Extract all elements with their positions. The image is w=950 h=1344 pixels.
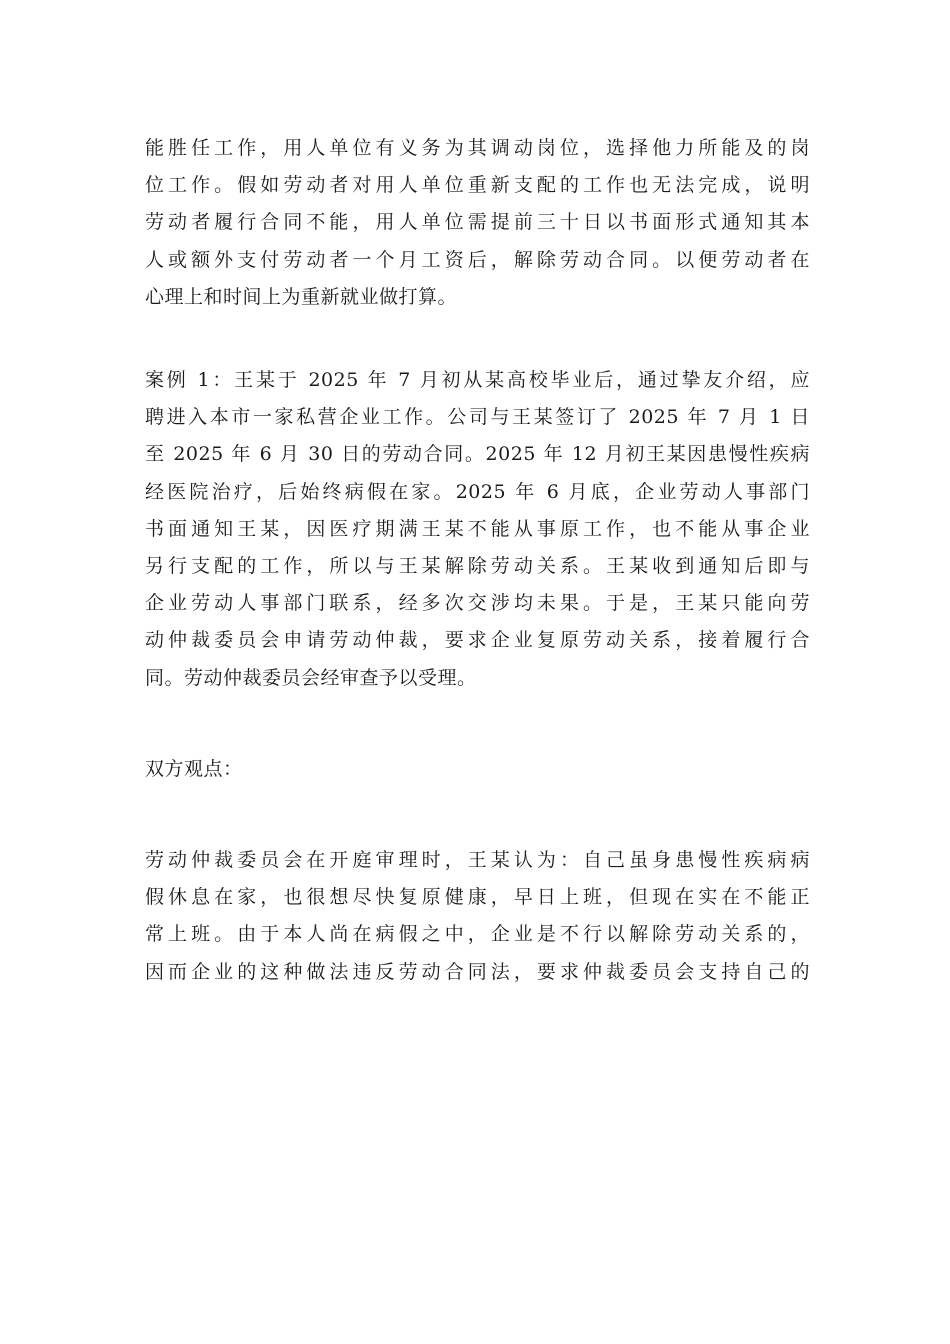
text-line: 同。劳动仲裁委员会经审查予以受理。 xyxy=(145,666,477,689)
paragraph-spacer xyxy=(145,697,810,751)
document-body xyxy=(145,130,810,991)
text-line: 能胜任工作，用人单位有义务为其调动岗位，选择他力所能及的岗 xyxy=(145,137,810,159)
text-line: 心理上和时间上为重新就业做打算。 xyxy=(145,285,458,308)
text-line: 人或额外支付劳动者一个月工资后，解除劳动合同。以便劳动者在 xyxy=(145,248,810,271)
text-line: 书面通知王某，因医疗期满王某不能从事原工作，也不能从事企业 xyxy=(145,517,810,540)
text-line: 动仲裁委员会申请劳动仲裁，要求企业复原劳动关系，接着履行合 xyxy=(145,629,810,652)
text-line: 聘进入本市一家私营企业工作。公司与王某签订了 2025 年 7 月 1 日 xyxy=(145,406,810,429)
text-line: 企业劳动人事部门联系，经多次交涉均未果。于是，王某只能向劳 xyxy=(145,592,810,615)
text-line: 另行支配的工作，所以与王某解除劳动关系。王某收到通知后即与 xyxy=(145,555,810,578)
text-line: 劳动仲裁委员会在开庭审理时，王某认为：自己虽身患慢性疾病病 xyxy=(145,849,810,872)
text-line: 假休息在家，也很想尽快复原健康，早日上班，但现在实在不能正 xyxy=(145,886,810,909)
text-line: 常上班。由于本人尚在病假之中，企业是不行以解除劳动关系的， xyxy=(145,923,810,946)
paragraph-arbitration xyxy=(145,842,810,991)
text-line: 至 2025 年 6 月 30 日的劳动合同。2025 年 12 月初王某因患慢性疾病 xyxy=(145,443,810,466)
paragraph-continuation xyxy=(145,130,810,316)
text-line: 因而企业的这种做法违反劳动合同法，要求仲裁委员会支持自己的 xyxy=(145,960,810,983)
paragraph-heading-viewpoints xyxy=(145,751,810,788)
paragraph-spacer xyxy=(145,316,810,362)
text-line: 双方观点： xyxy=(145,757,243,780)
text-line: 经医院治疗，后始终病假在家。2025 年 6 月底，企业劳动人事部门 xyxy=(145,480,810,503)
text-line: 劳动者履行合同不能，用人单位需提前三十日以书面形式通知其本 xyxy=(145,211,810,234)
paragraph-case-1 xyxy=(145,362,810,697)
text-line: 案例 1：王某于 2025 年 7 月初从某高校毕业后，通过挚友介绍，应 xyxy=(145,369,810,392)
paragraph-spacer xyxy=(145,788,810,842)
text-line: 位工作。假如劳动者对用人单位重新支配的工作也无法完成，说明 xyxy=(145,174,810,197)
